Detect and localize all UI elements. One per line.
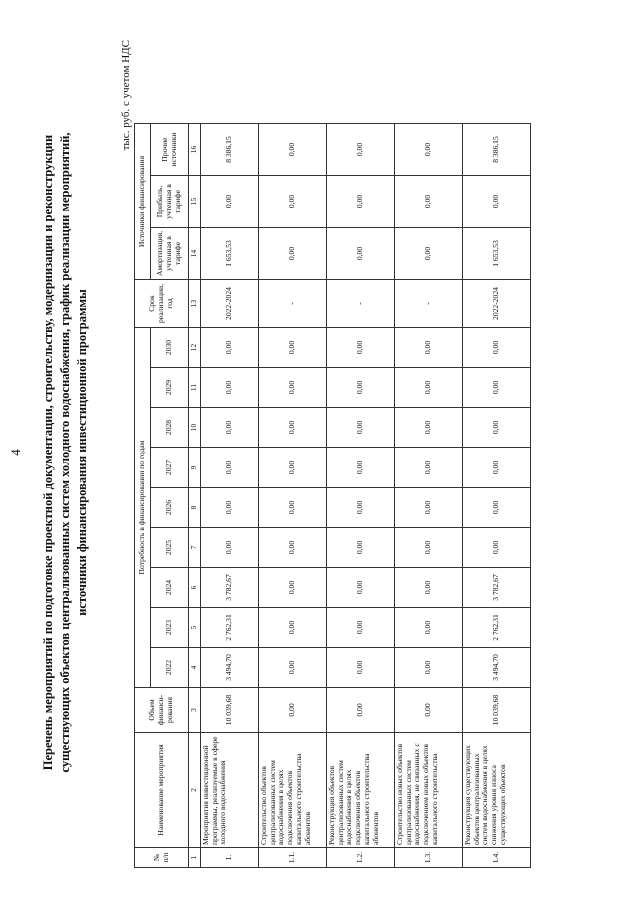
- row-term: -: [395, 280, 463, 328]
- row-volume: 10 039,68: [201, 688, 259, 733]
- row-year-value: 0,00: [327, 328, 395, 368]
- row-year-value: 0,00: [395, 488, 463, 528]
- title-line: источники финансирования инвестиционной программы: [75, 289, 89, 616]
- row-num: 1.: [201, 848, 259, 868]
- units-label: тыс. руб. с учетом НДС: [120, 40, 132, 151]
- page-number: 4: [8, 449, 23, 456]
- row-year-value: 0,00: [327, 368, 395, 408]
- column-number: 4: [189, 648, 201, 688]
- header-year: 2026: [151, 488, 189, 528]
- row-year-value: 0,00: [201, 408, 259, 448]
- row-year-value: 0,00: [463, 408, 531, 448]
- row-term: 2022-2024: [201, 280, 259, 328]
- table-row: [327, 124, 395, 868]
- row-volume: 10 039,68: [463, 688, 531, 733]
- row-year-value: 0,00: [201, 368, 259, 408]
- header-year: 2023: [151, 608, 189, 648]
- row-term: -: [327, 280, 395, 328]
- column-number: 9: [189, 448, 201, 488]
- header-sources-group: Источники финансирования: [135, 124, 151, 280]
- table-row: [201, 124, 259, 868]
- document-title: [40, 120, 91, 785]
- header-row: [135, 124, 151, 868]
- table-row: [463, 124, 531, 868]
- header-volume: Объем финанси-рования: [135, 688, 189, 733]
- row-name: Строительство объектов централизованных систем водоснабжения в целях подключения объектов капитального строительства абонентов: [259, 733, 327, 848]
- row-year-value: 3 782,67: [463, 568, 531, 608]
- row-term: 2022-2024: [463, 280, 531, 328]
- row-year-value: 0,00: [395, 328, 463, 368]
- row-year-value: 0,00: [395, 528, 463, 568]
- header-year: 2022: [151, 648, 189, 688]
- row-year-value: 0,00: [259, 328, 327, 368]
- row-year-value: 0,00: [327, 448, 395, 488]
- column-number: 16: [189, 124, 201, 176]
- row-source-value: 1 653,53: [463, 228, 531, 280]
- header-source: Амортизация, учтенная в тарифе: [151, 228, 189, 280]
- table-row: [395, 124, 463, 868]
- header-year: 2027: [151, 448, 189, 488]
- row-year-value: 0,00: [395, 608, 463, 648]
- row-term: -: [259, 280, 327, 328]
- row-year-value: 0,00: [327, 488, 395, 528]
- row-year-value: 0,00: [395, 448, 463, 488]
- row-num: 1.1.: [259, 848, 327, 868]
- row-source-value: 1 653,53: [201, 228, 259, 280]
- row-year-value: 2 762,31: [201, 608, 259, 648]
- column-number: 14: [189, 228, 201, 280]
- row-year-value: 0,00: [463, 368, 531, 408]
- column-numbers-row: [189, 124, 201, 868]
- header-year: 2030: [151, 328, 189, 368]
- column-number: 8: [189, 488, 201, 528]
- column-number: 7: [189, 528, 201, 568]
- row-year-value: 0,00: [395, 368, 463, 408]
- header-year: 2029: [151, 368, 189, 408]
- row-num: 1.2.: [327, 848, 395, 868]
- row-source-value: 0,00: [201, 176, 259, 228]
- column-number: 10: [189, 408, 201, 448]
- row-volume: 0,00: [395, 688, 463, 733]
- row-source-value: 0,00: [327, 124, 395, 176]
- header-num: № п/п: [135, 848, 189, 868]
- header-year: 2028: [151, 408, 189, 448]
- row-year-value: 0,00: [395, 568, 463, 608]
- title-line: существующих объектов централизованных систем холодного водоснабжения, график реализации мероприятий,: [58, 132, 72, 773]
- row-year-value: 0,00: [259, 528, 327, 568]
- row-source-value: 0,00: [463, 176, 531, 228]
- column-number: 13: [189, 280, 201, 328]
- row-year-value: 0,00: [259, 568, 327, 608]
- row-year-value: 0,00: [463, 448, 531, 488]
- row-source-value: 8 386,15: [201, 124, 259, 176]
- row-year-value: 0,00: [259, 608, 327, 648]
- column-number: 1: [189, 848, 201, 868]
- row-source-value: 8 386,15: [463, 124, 531, 176]
- row-source-value: 0,00: [259, 228, 327, 280]
- row-source-value: 0,00: [395, 124, 463, 176]
- row-source-value: 0,00: [395, 228, 463, 280]
- row-num: 1.3.: [395, 848, 463, 868]
- row-source-value: 0,00: [327, 228, 395, 280]
- row-year-value: 0,00: [463, 528, 531, 568]
- row-year-value: 0,00: [327, 608, 395, 648]
- header-term: Срок реализации, год: [135, 280, 189, 328]
- row-year-value: 0,00: [259, 408, 327, 448]
- row-name: Реконструкция объектов централизованных систем водоснабжения в целях подключения объектов капитального строительства абонентов: [327, 733, 395, 848]
- table-row: [259, 124, 327, 868]
- row-volume: 0,00: [259, 688, 327, 733]
- row-year-value: 0,00: [259, 448, 327, 488]
- header-name: Наименование мероприятия: [135, 733, 189, 848]
- row-source-value: 0,00: [395, 176, 463, 228]
- row-source-value: 0,00: [327, 176, 395, 228]
- row-year-value: 0,00: [201, 488, 259, 528]
- column-number: 12: [189, 328, 201, 368]
- row-year-value: 3 782,67: [201, 568, 259, 608]
- column-number: 15: [189, 176, 201, 228]
- row-year-value: 0,00: [395, 408, 463, 448]
- row-name: Строительство новых объектов централизованных систем водоснабжения, не связанных с подключением новых объектов капитального строительства: [395, 733, 463, 848]
- row-year-value: 3 494,70: [201, 648, 259, 688]
- row-year-value: 0,00: [201, 528, 259, 568]
- row-year-value: 0,00: [201, 328, 259, 368]
- row-year-value: 0,00: [327, 568, 395, 608]
- row-year-value: 0,00: [327, 528, 395, 568]
- row-name: Мероприятия инвестиционной программы, реализуемые в сфере холодного водоснабжения: [201, 733, 259, 848]
- column-number: 11: [189, 368, 201, 408]
- row-source-value: 0,00: [259, 176, 327, 228]
- row-name: Реконструкция существующих объектов централизованных систем водоснабжения в целях снижения уровня износа существующих объектов: [463, 733, 531, 848]
- row-year-value: 3 494,70: [463, 648, 531, 688]
- column-number: 6: [189, 568, 201, 608]
- row-year-value: 0,00: [327, 408, 395, 448]
- row-year-value: 0,00: [259, 488, 327, 528]
- column-number: 5: [189, 608, 201, 648]
- header-need-group: Потребность в финансировании по годам: [135, 328, 151, 688]
- row-source-value: 0,00: [259, 124, 327, 176]
- row-year-value: 0,00: [463, 488, 531, 528]
- investment-table: [134, 123, 531, 868]
- header-year: 2025: [151, 528, 189, 568]
- row-year-value: 0,00: [259, 368, 327, 408]
- header-year: 2024: [151, 568, 189, 608]
- row-year-value: 2 762,31: [463, 608, 531, 648]
- row-year-value: 0,00: [259, 648, 327, 688]
- header-source: Прочие источники: [151, 124, 189, 176]
- row-year-value: 0,00: [201, 448, 259, 488]
- header-source: Прибыль, учтенная в тарифе: [151, 176, 189, 228]
- row-year-value: 0,00: [327, 648, 395, 688]
- column-number: 3: [189, 688, 201, 733]
- row-num: 1.4.: [463, 848, 531, 868]
- row-year-value: 0,00: [463, 328, 531, 368]
- row-year-value: 0,00: [395, 648, 463, 688]
- title-line: Перечень мероприятий по подготовке проектной документации, строительству, модернизации и реконструкции: [41, 134, 55, 771]
- column-number: 2: [189, 733, 201, 848]
- row-volume: 0,00: [327, 688, 395, 733]
